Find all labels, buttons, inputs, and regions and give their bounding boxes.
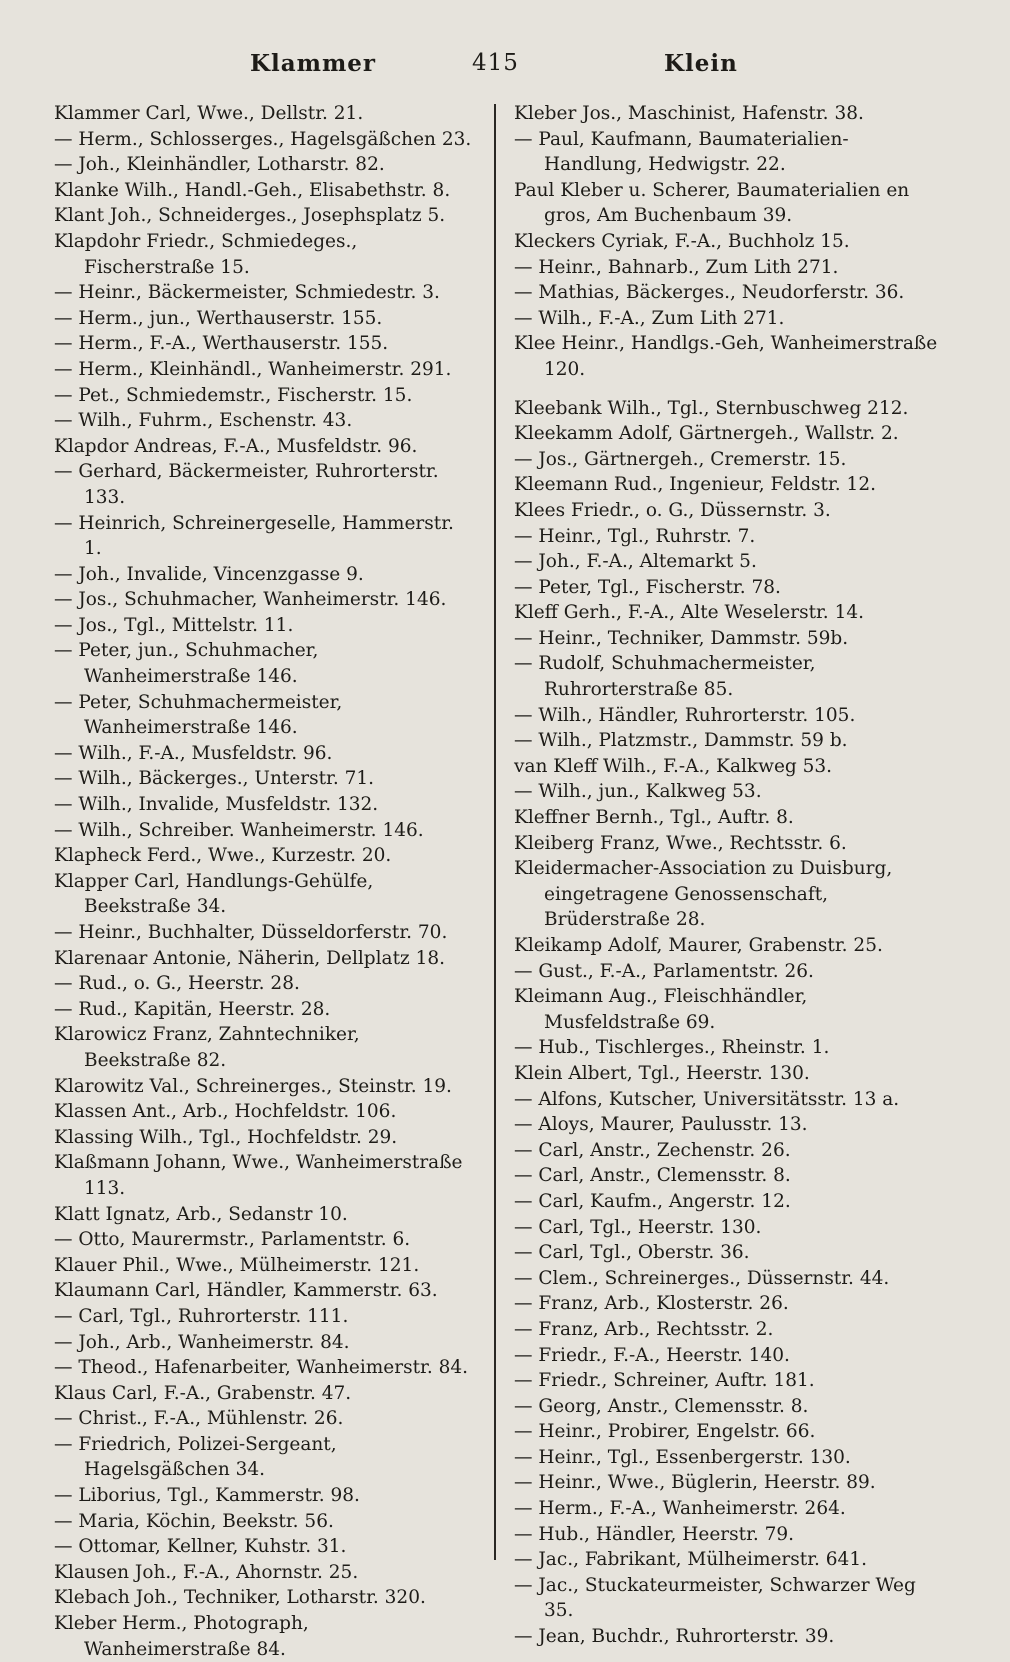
directory-entry: — Herm., Schlosserges., Hagelsgäßchen 23.: [54, 128, 472, 150]
directory-entry: — Gust., F.-A., Parlamentstr. 26.: [514, 960, 814, 982]
directory-entry: — Peter, Schuhmachermeister, Wanheimerstraße 146.: [54, 691, 343, 739]
directory-entry: — Aloys, Maurer, Paulusstr. 13.: [514, 1114, 808, 1136]
directory-entry: — Georg, Anstr., Clemensstr. 8.: [514, 1395, 809, 1417]
directory-entry: — Wilh., F.-A., Zum Lith 271.: [514, 307, 785, 329]
directory-entry: Kleidermacher-Association zu Duisburg, eingetragene Genossenschaft, Brüderstraße 28.: [514, 858, 893, 931]
directory-entry: Klein Albert, Tgl., Heerstr. 130.: [514, 1062, 810, 1084]
directory-entry: — Carl, Tgl., Ruhrorterstr. 111.: [54, 1305, 349, 1327]
directory-entry: Klapheck Ferd., Wwe., Kurzestr. 20.: [54, 845, 392, 867]
directory-entry: — Clem., Schreinerges., Düssernstr. 44.: [514, 1267, 890, 1289]
directory-entry: — Heinr., Bahnarb., Zum Lith 271.: [514, 256, 839, 278]
directory-entry: — Peter, jun., Schuhmacher, Wanheimerstraße 146.: [54, 640, 319, 688]
directory-entry: Kleimann Aug., Fleischhändler, Musfeldstraße 69.: [514, 986, 808, 1033]
directory-entry: — Heinr., Buchhalter, Düsseldorferstr. 70.: [54, 922, 448, 943]
directory-entry: — Jac., Stuckateurmeister, Schwarzer Weg 35.: [514, 1574, 916, 1622]
header-right-keyword: Klein: [664, 50, 738, 77]
directory-entry: Klaus Carl, F.-A., Grabenstr. 47.: [54, 1382, 352, 1404]
directory-entry: Kleff Gerh., F.-A., Alte Weselerstr. 14.: [514, 602, 864, 624]
directory-entry: — Maria, Köchin, Beekstr. 56.: [54, 1510, 334, 1532]
directory-entry: Klanke Wilh., Handl.-Geh., Elisabethstr. 8.: [54, 179, 451, 201]
directory-entry: — Jos., Tgl., Mittelstr. 11.: [54, 614, 294, 636]
directory-entry: Kleffner Bernh., Tgl., Auftr. 8.: [514, 807, 794, 829]
directory-entry: — Joh., Arb., Wanheimerstr. 84.: [54, 1331, 350, 1353]
directory-entry: — Rudolf, Schuhmachermeister, Ruhrorterstraße 85.: [514, 653, 816, 701]
directory-entry: — Jos., Schuhmacher, Wanheimerstr. 146.: [54, 589, 447, 611]
directory-entry: — Jos., Gärtnergeh., Cremerstr. 15.: [514, 448, 847, 470]
directory-entry: — Herm., F.-A., Wanheimerstr. 264.: [514, 1498, 846, 1520]
directory-entry: Kleekamm Adolf, Gärtnergeh., Wallstr. 2.: [514, 423, 899, 445]
directory-entry: — Wilh., Händler, Ruhrorterstr. 105.: [514, 704, 856, 726]
directory-entry: — Rud., o. G., Heerstr. 28.: [54, 973, 300, 995]
directory-entry: Klauer Phil., Wwe., Mülheimerstr. 121.: [54, 1254, 420, 1276]
directory-entry: Klees Friedr., o. G., Düssernstr. 3.: [514, 499, 831, 521]
directory-entry: — Joh., Kleinhändler, Lotharstr. 82.: [54, 154, 385, 176]
directory-entry: — Joh., Invalide, Vincenzgasse 9.: [54, 563, 364, 585]
directory-entry: — Wilh., Schreiber. Wanheimerstr. 146.: [54, 819, 424, 841]
directory-entry: Klaßmann Johann, Wwe., Wanheimerstraße 113.: [54, 1152, 463, 1199]
directory-entry: Klarowitz Val., Schreinerges., Steinstr. 19.: [54, 1075, 452, 1097]
directory-entry: — Franz, Arb., Klosterstr. 26.: [514, 1293, 789, 1315]
right-column: [514, 101, 946, 1648]
directory-entry: — Theod., Hafenarbeiter, Wanheimerstr. 84.: [54, 1357, 469, 1379]
directory-entry: — Herm., Kleinhändl., Wanheimerstr. 291.: [54, 358, 452, 380]
directory-entry: Kleikamp Adolf, Maurer, Grabenstr. 25.: [514, 935, 883, 956]
column-divider: [494, 104, 496, 1560]
directory-entry: Kleber Jos., Maschinist, Hafenstr. 38.: [514, 103, 864, 124]
directory-entry: Klee Heinr., Handlgs.-Geh, Wanheimerstraße 120.: [514, 333, 938, 380]
directory-entry: — Heinr., Wwe., Büglerin, Heerstr. 89.: [514, 1472, 876, 1494]
directory-entry: — Wilh., Bäckerges., Unterstr. 71.: [54, 768, 375, 790]
directory-entry: — Carl, Anstr., Clemensstr. 8.: [514, 1165, 791, 1187]
directory-entry: Klant Joh., Schneiderges., Josephsplatz 5.: [54, 205, 446, 227]
directory-entry: Kleber Herm., Photograph, Wanheimerstraße 84.: [54, 1613, 309, 1660]
directory-entry: — Herm., F.-A., Werthauserstr. 155.: [54, 333, 389, 355]
header-left-keyword: Klammer: [250, 50, 377, 77]
directory-entry: — Rud., Kapitän, Heerstr. 28.: [54, 998, 331, 1020]
directory-entry: — Herm., jun., Werthauserstr. 155.: [54, 307, 383, 329]
directory-entry: — Wilh., F.-A., Musfeldstr. 96.: [54, 742, 333, 764]
directory-entry: — Peter, Tgl., Fischerstr. 78.: [514, 576, 781, 598]
directory-entry: Klapdor Andreas, F.-A., Musfeldstr. 96.: [54, 435, 418, 457]
directory-entry: Kleiberg Franz, Wwe., Rechtsstr. 6.: [514, 832, 847, 854]
directory-entry: Klammer Carl, Wwe., Dellstr. 21.: [54, 103, 364, 124]
directory-entry: — Wilh., jun., Kalkweg 53.: [514, 781, 762, 803]
directory-entry: — Heinr., Tgl., Ruhrstr. 7.: [514, 525, 756, 547]
directory-entry: Klapper Carl, Handlungs-Gehülfe, Beekstraße 34.: [54, 870, 374, 918]
directory-entry: — Ottomar, Kellner, Kuhstr. 31.: [54, 1536, 347, 1558]
directory-entry: Klaumann Carl, Händler, Kammerstr. 63.: [54, 1280, 438, 1302]
directory-entry: Klassing Wilh., Tgl., Hochfeldstr. 29.: [54, 1126, 398, 1148]
directory-entry: — Otto, Maurermstr., Parlamentstr. 6.: [54, 1229, 411, 1251]
directory-entry: — Heinr., Tgl., Essenbergerstr. 130.: [514, 1446, 851, 1468]
directory-entry: — Wilh., Invalide, Musfeldstr. 132.: [54, 794, 379, 816]
directory-entry: Kleemann Rud., Ingenieur, Feldstr. 12.: [514, 474, 876, 496]
directory-entry: — Carl, Tgl., Oberstr. 36.: [514, 1242, 750, 1264]
directory-entry: Klebach Joh., Techniker, Lotharstr. 320.: [54, 1587, 426, 1609]
directory-entry: — Pet., Schmiedemstr., Fischerstr. 15.: [54, 384, 413, 406]
directory-entry: — Joh., F.-A., Altemarkt 5.: [514, 551, 757, 573]
entry-gap: [514, 383, 946, 396]
directory-entry: — Hub., Händler, Heerstr. 79.: [514, 1523, 795, 1545]
directory-entry: — Carl, Tgl., Heerstr. 130.: [514, 1216, 762, 1238]
page-number: 415: [472, 50, 519, 76]
directory-entry: — Jac., Fabrikant, Mülheimerstr. 641.: [514, 1549, 867, 1571]
directory-entry: — Liborius, Tgl., Kammerstr. 98.: [54, 1485, 360, 1507]
directory-entry: Klatt Ignatz, Arb., Sedanstr 10.: [54, 1203, 348, 1225]
directory-entry: Paul Kleber u. Scherer, Baumaterialien en gros, Am Buchenbaum 39.: [514, 179, 910, 227]
directory-entry: Klarowicz Franz, Zahntechniker, Beekstraße 82.: [54, 1024, 360, 1071]
directory-entry: Kleebank Wilh., Tgl., Sternbuschweg 212.: [514, 397, 909, 419]
left-column: [54, 101, 472, 1660]
directory-entry: — Heinr., Probirer, Engelstr. 66.: [514, 1421, 816, 1443]
directory-entry: — Franz, Arb., Rechtsstr. 2.: [514, 1318, 774, 1340]
directory-entry: — Paul, Kaufmann, Baumaterialien-Handlung, Hedwigstr. 22.: [514, 128, 849, 176]
directory-entry: — Friedr., Schreiner, Auftr. 181.: [514, 1370, 815, 1392]
directory-entry: — Heinr., Techniker, Dammstr. 59b.: [514, 627, 849, 649]
directory-entry: Klassen Ant., Arb., Hochfeldstr. 106.: [54, 1101, 397, 1123]
running-header: [0, 50, 1010, 84]
directory-entry: Klausen Joh., F.-A., Ahornstr. 25.: [54, 1561, 359, 1583]
directory-entry: — Friedrich, Polizei-Sergeant, Hagelsgäßchen 34.: [54, 1433, 337, 1481]
directory-entry: Kleckers Cyriak, F.-A., Buchholz 15.: [514, 230, 850, 252]
directory-entry: van Kleff Wilh., F.-A., Kalkweg 53.: [514, 755, 833, 777]
directory-entry: — Mathias, Bäckerges., Neudorferstr. 36.: [514, 282, 905, 304]
directory-entry: — Heinrich, Schreinergeselle, Hammerstr. 1.: [54, 512, 454, 560]
directory-entry: Klarenaar Antonie, Näherin, Dellplatz 18.: [54, 947, 446, 969]
directory-entry: — Alfons, Kutscher, Universitätsstr. 13 a.: [514, 1088, 900, 1110]
directory-entry: — Jean, Buchdr., Ruhrorterstr. 39.: [514, 1626, 835, 1648]
directory-entry: — Gerhard, Bäckermeister, Ruhrorterstr. 133.: [54, 461, 439, 508]
directory-entry: — Christ., F.-A., Mühlenstr. 26.: [54, 1408, 344, 1430]
directory-entry: — Heinr., Bäckermeister, Schmiedestr. 3.: [54, 282, 440, 304]
directory-entry: Klapdohr Friedr., Schmiedeges., Fischerstraße 15.: [54, 230, 358, 278]
directory-entry: — Hub., Tischlerges., Rheinstr. 1.: [514, 1037, 830, 1059]
directory-entry: — Carl, Anstr., Zechenstr. 26.: [514, 1139, 791, 1161]
directory-entry: — Friedr., F.-A., Heerstr. 140.: [514, 1344, 790, 1366]
directory-entry: — Carl, Kaufm., Angerstr. 12.: [514, 1190, 791, 1212]
directory-entry: — Wilh., Platzmstr., Dammstr. 59 b.: [514, 730, 848, 752]
directory-entry: — Wilh., Fuhrm., Eschenstr. 43.: [54, 410, 353, 432]
